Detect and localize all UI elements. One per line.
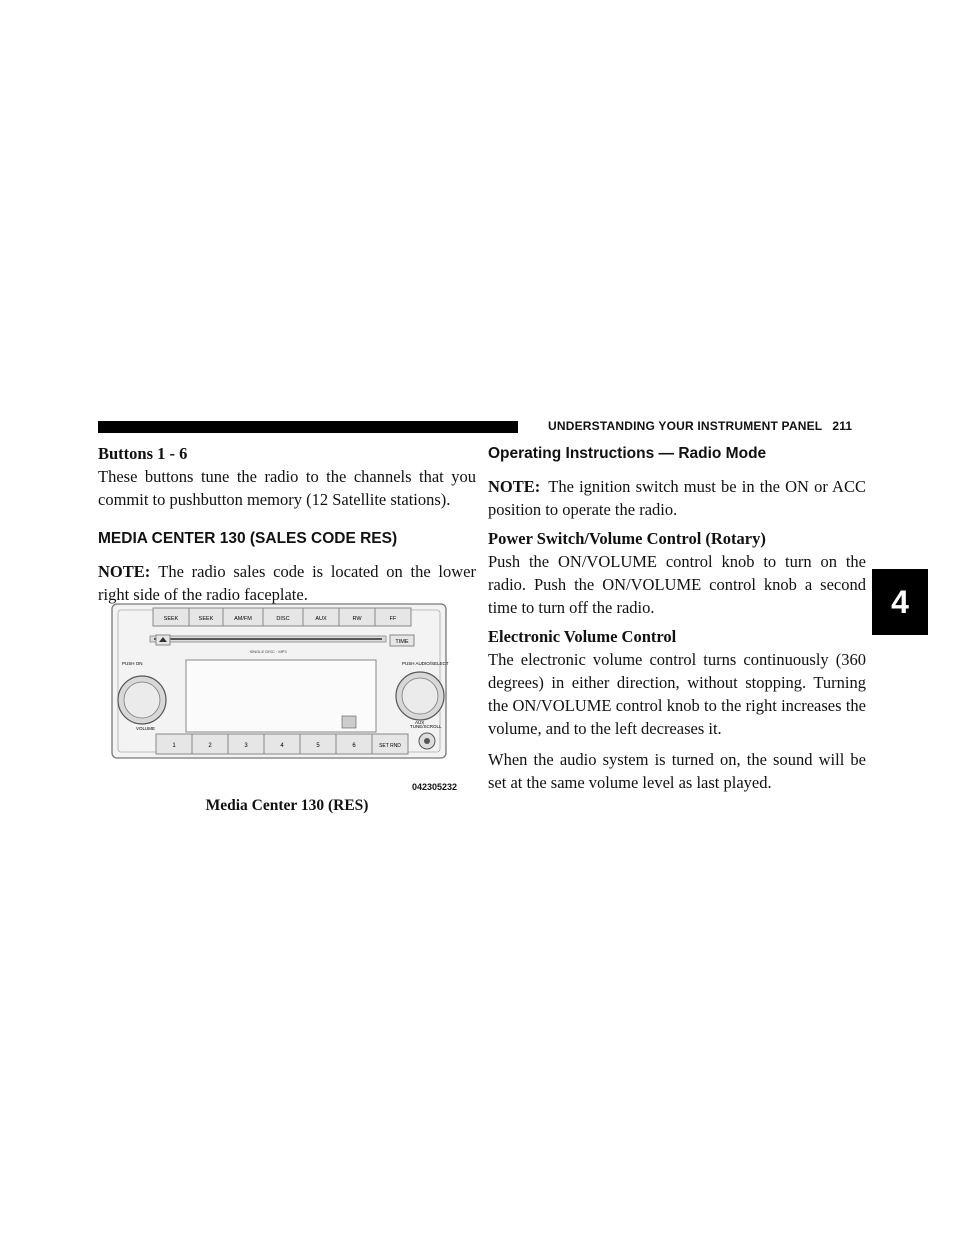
note-label: NOTE:: [98, 562, 151, 581]
power-paragraph: Push the ON/VOLUME control knob to turn on the radio. Push the ON/VOLUME control knob a second time to turn off the radio.: [488, 552, 866, 617]
section-title: UNDERSTANDING YOUR INSTRUMENT PANEL: [548, 419, 823, 433]
radio-note: [488, 475, 866, 521]
preset-button-6: 6: [352, 743, 356, 749]
seek-back-button: SEEK: [163, 616, 179, 622]
preset-button-2: 2: [208, 743, 212, 749]
aux-jack-label: AUX: [415, 720, 425, 725]
power-heading: Power Switch/Volume Control (Rotary): [488, 529, 766, 548]
media-center-heading: MEDIA CENTER 130 (SALES CODE RES): [98, 530, 398, 547]
preset-row: [156, 734, 408, 754]
preset-button-3: 3: [244, 743, 248, 749]
push-audio-label: PUSH AUDIO/SELECT: [402, 661, 449, 666]
cd-logo: [342, 716, 356, 728]
slot-label: SINGLE DISC · MP3: [249, 649, 287, 654]
preset-button-4: 4: [280, 743, 284, 749]
operating-heading: Operating Instructions — Radio Mode: [488, 445, 767, 462]
note-text: The radio sales code is located on the lower right side of the radio faceplate.: [98, 562, 476, 604]
preset-button-5: 5: [316, 743, 320, 749]
preset-button-1: 1: [172, 743, 176, 749]
seek-fwd-button: SEEK: [198, 616, 214, 622]
time-button: TIME: [395, 639, 409, 645]
right-column: [488, 442, 866, 794]
rw-button: RW: [352, 616, 362, 622]
am-fm-button: AM/FM: [234, 616, 252, 622]
figure-caption: Media Center 130 (RES): [205, 797, 369, 814]
disc-button: DISC: [276, 616, 290, 622]
push-on-label: PUSH ON: [122, 661, 143, 666]
page-number: 211: [832, 419, 853, 433]
top-button-row: [153, 608, 411, 626]
left-column: [98, 442, 476, 606]
audio-paragraph: When the audio system is turned on, the sound will be set at the same volume level as last played.: [488, 750, 866, 792]
note-label: NOTE:: [488, 477, 541, 496]
note-text: The ignition switch must be in the ON or ACC position to operate the radio.: [488, 477, 866, 519]
figure-code: 042305232: [412, 782, 458, 792]
ff-button: FF: [389, 616, 397, 622]
chapter-tab: 4: [872, 569, 928, 635]
set-rnd-button: SET RND: [379, 743, 401, 749]
evc-paragraph: The electronic volume control turns continuously (360 degrees) in either direction, without stopping. Turning the ON/VOLUME control knob to the right increases the volume, and to the left decreases it.: [488, 650, 866, 738]
buttons-heading: Buttons 1 - 6: [98, 444, 188, 463]
volume-label: VOLUME: [136, 726, 156, 731]
aux-top-button: AUX: [315, 616, 327, 622]
tune-label: TUNE/SCROLL: [410, 724, 442, 729]
buttons-paragraph: These buttons tune the radio to the channels that you commit to pushbutton memory (12 Satellite stations).: [98, 467, 476, 509]
header-rule: [98, 421, 518, 433]
evc-heading: Electronic Volume Control: [488, 627, 677, 646]
running-header: [548, 419, 852, 433]
